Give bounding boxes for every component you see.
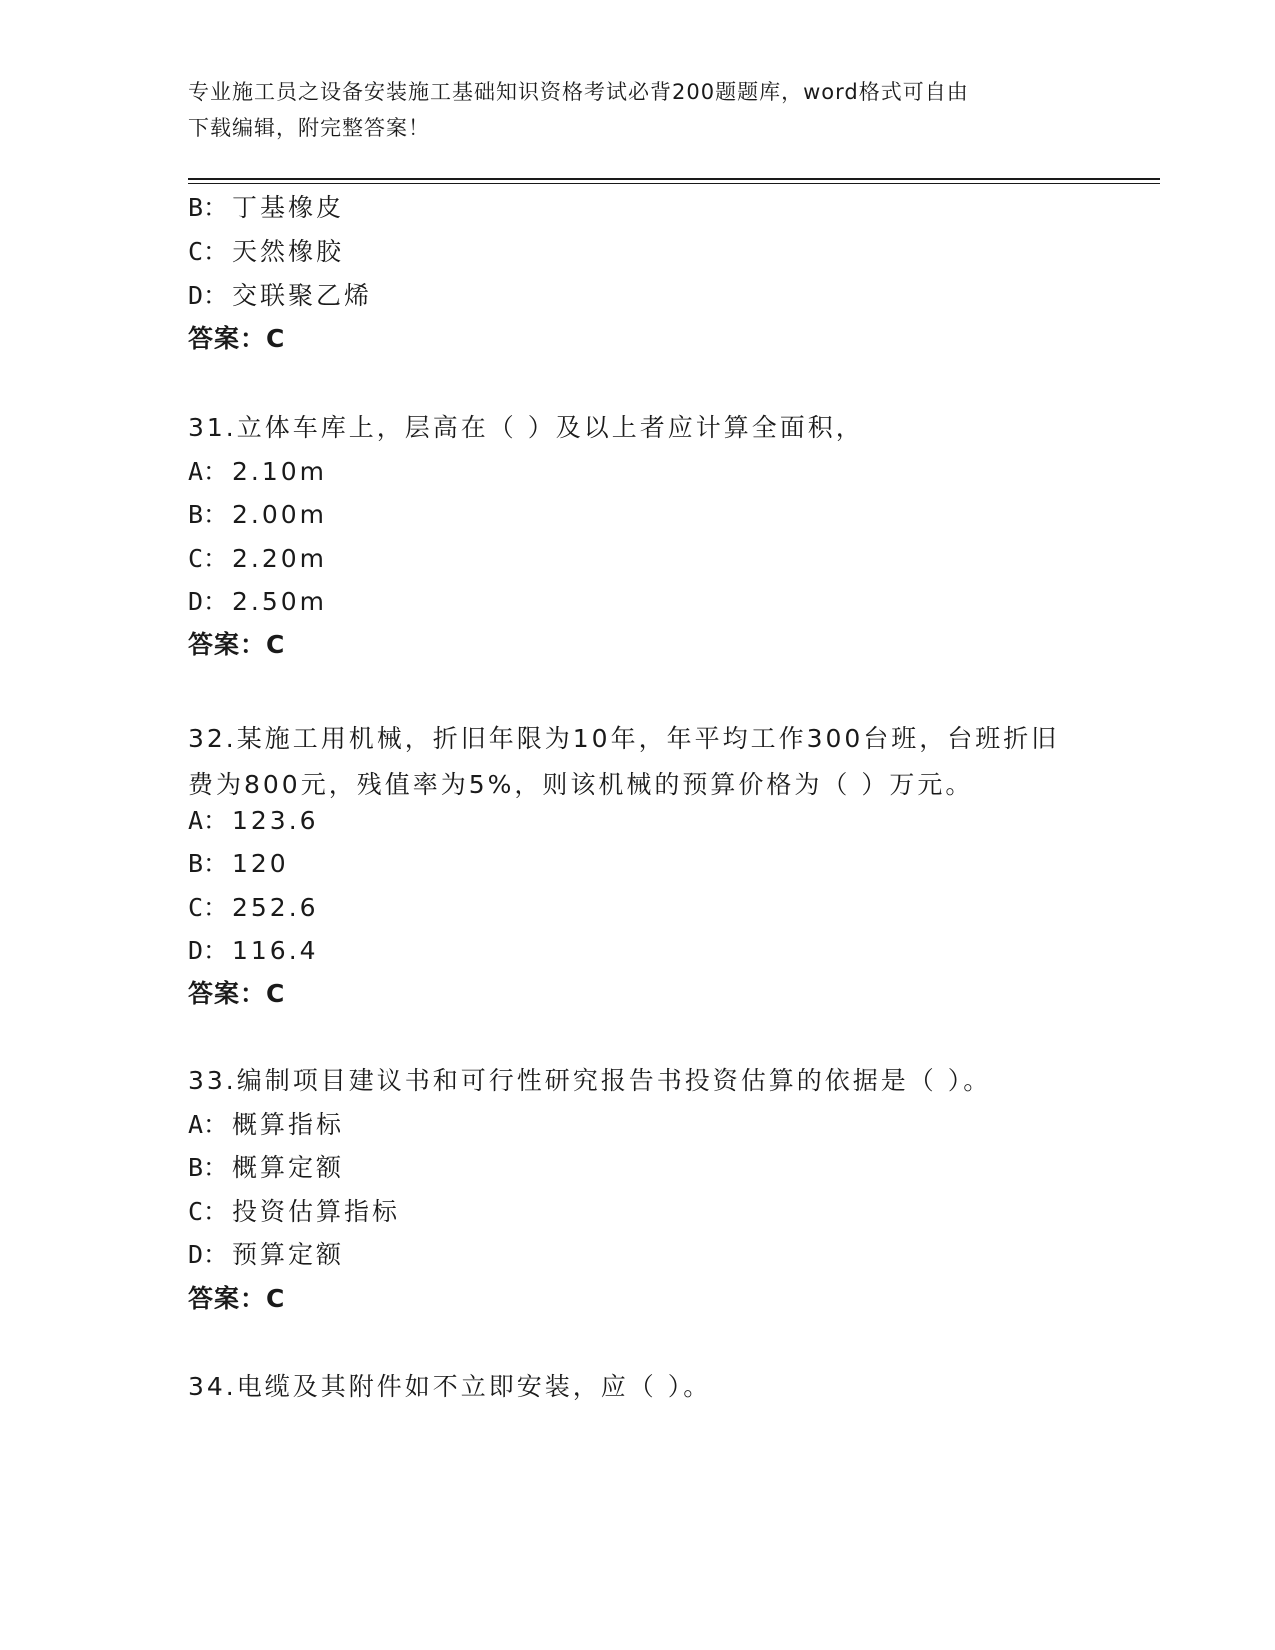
q31-option-d: D： 2.50m — [188, 587, 328, 616]
q33-stem: 33.编制项目建议书和可行性研究报告书投资估算的依据是（ ）。 — [188, 1066, 992, 1095]
q30-option-c: C： 天然橡胶 — [188, 237, 345, 266]
q33-answer: 答案：C — [188, 1284, 286, 1313]
q31-option-c: C： 2.20m — [188, 544, 328, 573]
header-divider-thick — [188, 178, 1160, 180]
q32-option-a: A： 123.6 — [188, 806, 319, 835]
q31-option-a: A： 2.10m — [188, 457, 328, 486]
header-line-2: 下载编辑，附完整答案！ — [188, 116, 430, 140]
q33-option-c: C： 投资估算指标 — [188, 1197, 401, 1226]
q32-option-d: D： 116.4 — [188, 936, 319, 965]
q31-stem: 31.立体车库上，层高在（ ）及以上者应计算全面积， — [188, 413, 864, 442]
q33-option-a: A： 概算指标 — [188, 1110, 345, 1139]
q30-option-d: D： 交联聚乙烯 — [188, 281, 373, 310]
q30-option-b: B： 丁基橡皮 — [188, 193, 345, 222]
q32-answer: 答案：C — [188, 979, 286, 1008]
document-header — [188, 74, 1088, 146]
q33-option-d: D： 预算定额 — [188, 1240, 345, 1269]
q31-option-b: B： 2.00m — [188, 500, 328, 529]
header-divider-thin — [188, 183, 1160, 184]
q33-option-b: B： 概算定额 — [188, 1153, 345, 1182]
q32-stem: 32.某施工用机械，折旧年限为10年，年平均工作300台班，台班折旧费为800元，残值率为5%，则该机械的预算价格为（ ）万元。 — [188, 724, 1060, 799]
q32-option-c: C： 252.6 — [188, 893, 319, 922]
header-line-1: 专业施工员之设备安装施工基础知识资格考试必背200题题库，word格式可自由 — [188, 80, 969, 104]
q32-option-b: B： 120 — [188, 849, 289, 878]
q34-stem: 34.电缆及其附件如不立即安装，应（ ）。 — [188, 1372, 712, 1401]
q31-answer: 答案：C — [188, 630, 286, 659]
q30-answer: 答案：C — [188, 324, 286, 353]
